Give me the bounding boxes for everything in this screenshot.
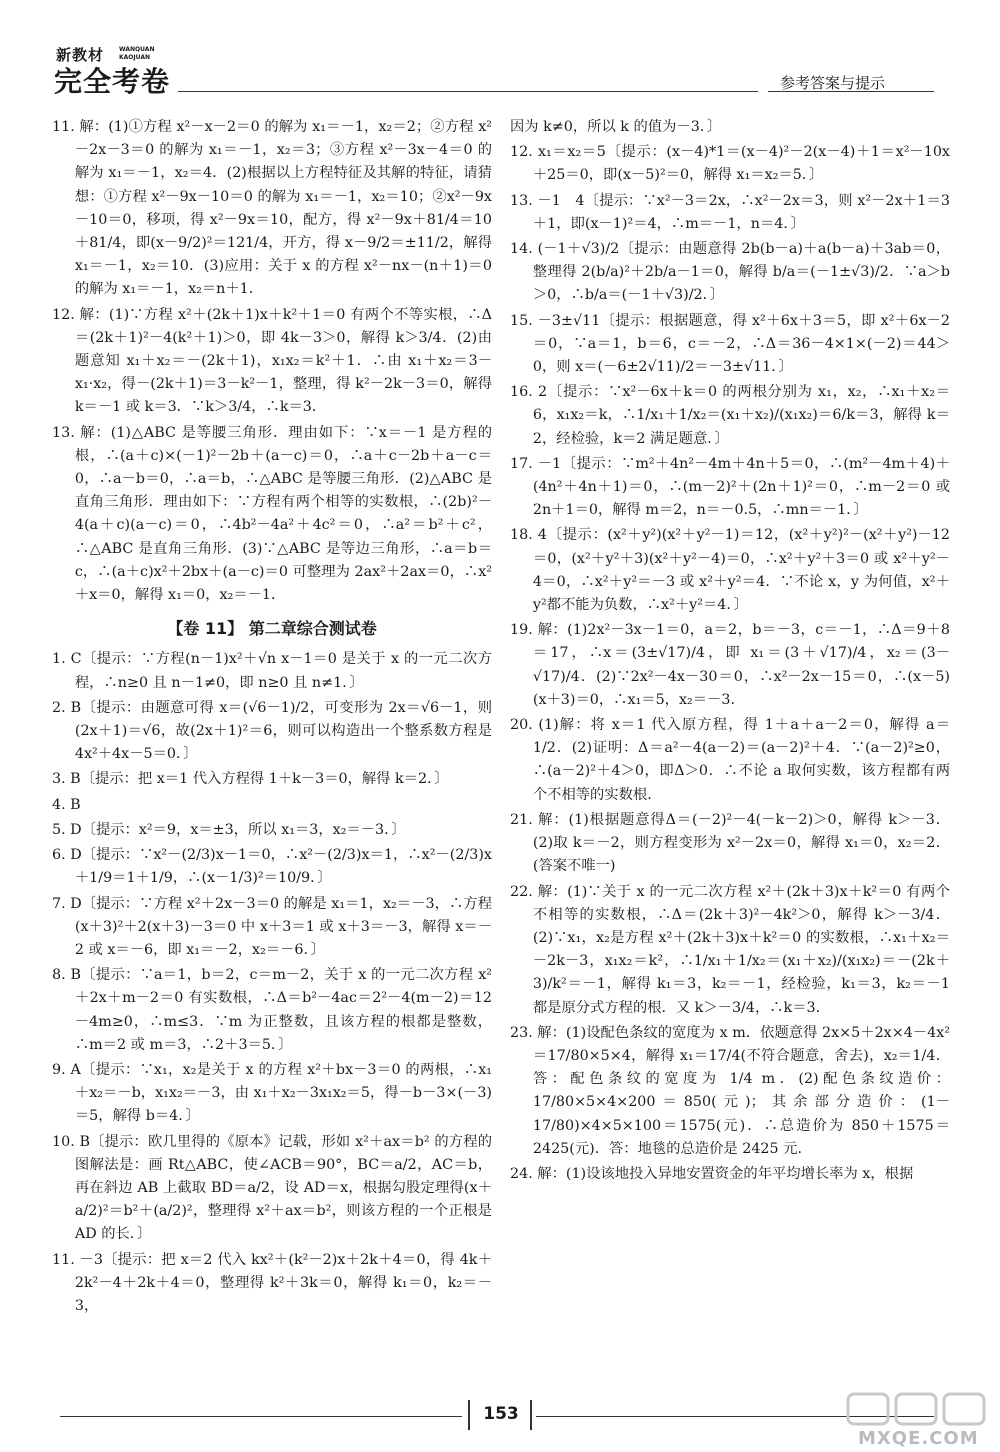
page-header xyxy=(0,0,1000,100)
answer-item: 6. D〔提示：∵x²－(2/3)x－1＝0，∴x²－(2/3)x＝1，∴x²－(2/3)x＋1/9＝1＋1/9，∴(x－1/3)²＝10/9．〕 xyxy=(52,847,492,887)
answer-item: 2. B〔提示：由题意可得 x＝(√6－1)/2，可变形为 2x＝√6－1，则(2x＋1)＝√6，故(2x＋1)²＝6，则可以构造出一个整系数方程是 4x²＋4x－5＝0．〕 xyxy=(52,699,492,763)
footer-bar-left xyxy=(468,1400,470,1430)
brand-pinyin-line-2: KAOJUAN xyxy=(119,54,150,61)
answer-item: 23. 解：(1)设配色条纹的宽度为 x m．依题意得 2x×5＋2x×4－4x²＝17/80×5×4，解得 x₁＝17/4(不符合题意，舍去)，x₂＝1/4．答：配色条纹的宽度为 1/4 m．(2)配色条纹造价：17/80×5×4×200＝850(元)；其余部分造价：(1－17/80)×4×5×100＝1575(元)．∴总造价为 850＋1575＝2425(元)．答：地毯的总造价是 2425 元． xyxy=(510,1024,950,1157)
answer-item: 因为 k≠0，所以 k 的值为－3．〕 xyxy=(510,119,722,135)
answer-item: 5. D〔提示：x²＝9，x＝±3，所以 x₁＝3，x₂＝－3．〕 xyxy=(52,821,406,838)
header-divider-right xyxy=(768,91,934,92)
header-divider xyxy=(178,91,758,92)
left-column xyxy=(52,116,492,1320)
right-column xyxy=(510,116,950,1188)
answer-item: 4. B xyxy=(52,796,81,813)
page-number: 153 xyxy=(483,1404,519,1424)
brand-logo-text: 完全考卷 xyxy=(54,65,171,98)
answer-item: 11. 解：(1)①方程 x²－x－2＝0 的解为 x₁＝－1，x₂＝2；②方程 x²－2x－3＝0 的解为 x₁＝－1，x₂＝3；③方程 x²－3x－4＝0 的解为 x₁＝－1，x₂＝4．(2)根据以上方程特征及其解的特征，请猜想：①方程 x²－9x－10＝0 的解为 x₁＝－1，x₂＝10；②x²－9x－10＝0，移项，得 x²－9x＝10，配方，得 x²－9x＋81/4＝10＋81/4，即(x－9/2)²＝121/4，开方，得 x－9/2＝±11/2，解得 x₁＝－1，x₂＝10．(3)应用：关于 x 的方程 x²－nx－(n＋1)＝0 的解为 x₁＝－1，x₂＝n＋1． xyxy=(52,119,492,298)
answer-item: 22. 解：(1)∵关于 x 的一元二次方程 x²＋(2k＋3)x＋k²＝0 有两个不相等的实数根，∴Δ＝(2k＋3)²－4k²＞0，解得 k＞－3/4．(2)∵x₁，x₂是方程 x²＋(2k＋3)x＋k²＝0 的实数根，∴x₁＋x₂＝－2k－3，x₁x₂＝k²，∴1/x₁＋1/x₂＝(x₁＋x₂)/(x₁x₂)＝－(2k＋3)/k²＝－1，解得 k₁＝3，k₂＝－1，经检验，k₁＝3，k₂＝－1 都是原分式方程的根．又 k＞－3/4，∴k＝3． xyxy=(510,883,950,1016)
answer-item: 21. 解：(1)根据题意得Δ＝(－2)²－4(－k－2)＞0，解得 k＞－3．(2)取 k＝－2，则方程变形为 x²－2x＝0，解得 x₁＝0，x₂＝2．(答案不唯一) xyxy=(510,811,950,875)
answer-item: 8. B〔提示：∵a＝1，b＝2，c＝m－2，关于 x 的一元二次方程 x²＋2x＋m－2＝0 有实数根，∴Δ＝b²－4ac＝2²－4(m－2)＝12－4m≥0，∴m≤3．∵m 为正整数，且该方程的根都是整数，∴m＝2 或 m＝3，∴2＋3＝5．〕 xyxy=(52,967,492,1053)
answer-item: 12. 解：(1)∵方程 x²＋(2k＋1)x＋k²＋1＝0 有两个不等实根，∴Δ＝(2k＋1)²－4(k²＋1)＞0，即 4k－3＞0，解得 k＞3/4．(2)由题意知 x₁＋x₂＝－(2k＋1)，x₁x₂＝k²＋1．∴由 x₁＋x₂＝3－x₁·x₂，得－(2k＋1)＝3－k²－1，整理，得 k²－2k－3＝0，解得 k＝－1 或 k＝3．∵k＞3/4，∴k＝3． xyxy=(52,306,492,416)
answer-item: 14. (－1＋√3)/2〔提示：由题意得 2b(b－a)＋a(b－a)＋3ab＝0，整理得 2(b/a)²＋2b/a－1＝0，解得 b/a＝(－1±√3)/2．∵a＞b＞0，∴b/a＝(－1＋√3)/2．〕 xyxy=(510,241,950,304)
answer-item: 19. 解：(1)2x²－3x－1＝0，a＝2，b＝－3，c＝－1，∴Δ＝9＋8＝17，∴x＝(3±√17)/4，即 x₁＝(3＋√17)/4，x₂＝(3－√17)/4．(2)∵2x²－4x－30＝0，∴x²－2x－15＝0，∴(x－5)(x＋3)＝0，∴x₁＝5，x₂＝－3． xyxy=(510,622,950,708)
answer-item: 13. －1 4〔提示：∵x²－3＝2x，∴x²－2x＝3，则 x²－2x＋1＝3＋1，即(x－1)²＝4，∴m＝－1，n＝4．〕 xyxy=(510,192,950,232)
answer-item: 1. C〔提示：∵方程(n－1)x²＋√n x－1＝0 是关于 x 的一元二次方程，∴n≥0 且 n－1≠0，即 n≥0 且 n≠1．〕 xyxy=(52,651,492,691)
brand-series-name: 新教材 xyxy=(56,46,105,64)
answer-item: 10. B〔提示：欧几里得的《原本》记载，形如 x²＋ax＝b² 的方程的图解法是：画 Rt△ABC，使∠ACB＝90°，BC＝a/2，AC＝b，再在斜边 AB 上截取 BD＝a/2，设 AD＝x，根据勾股定理得(x＋a/2)²＝b²＋(a/2)²，整理得 x²＋ax＝b²，则该方程的一个正根是 AD 的长．〕 xyxy=(52,1133,492,1243)
answer-item: 18. 4〔提示：(x²＋y²)(x²＋y²－1)＝12，(x²＋y²)²－(x²＋y²)－12＝0，(x²＋y²＋3)(x²＋y²－4)＝0，∴x²＋y²＋3＝0 或 x²＋y²－4＝0，∴x²＋y²＝－3 或 x²＋y²＝4．∵不论 x，y 为何值，x²＋y²都不能为负数，∴x²＋y²＝4．〕 xyxy=(510,527,950,614)
answer-item: 24. 解：(1)设该地投入异地安置资金的年平均增长率为 x，根据 xyxy=(510,1165,914,1182)
answer-item: 9. A〔提示：∵x₁，x₂是关于 x 的方程 x²＋bx－3＝0 的两根，∴x₁＋x₂＝－b，x₁x₂＝－3，由 x₁＋x₂－3x₁x₂＝5，得－b－3×(－3)＝5，解得 b＝4．〕 xyxy=(52,1061,492,1125)
answer-item: 3. B〔提示：把 x＝1 代入方程得 1＋k－3＝0，解得 k＝2．〕 xyxy=(52,771,449,788)
answer-item: 11. －3〔提示：把 x＝2 代入 kx²＋(k²－2)x＋2k＋4＝0，得 4k＋2k²－4＋2k＋4＝0，整理得 k²＋3k＝0，解得 k₁＝0，k₂＝－3， xyxy=(52,1251,492,1314)
answer-item: 13. 解：(1)△ABC 是等腰三角形．理由如下：∵x＝－1 是方程的根，∴(a＋c)×(－1)²－2b＋(a－c)＝0，∴a＋c－2b＋a－c＝0，∴a－b＝0，∴a＝b，∴△ABC 是等腰三角形．(2)△ABC 是直角三角形．理由如下：∵方程有两个相等的实数根，∴(2b)²－4(a＋c)(a－c)＝0，∴4b²－4a²＋4c²＝0，∴a²＝b²＋c²，∴△ABC 是直角三角形．(3)∵△ABC 是等边三角形，∴a＝b＝c，∴(a＋c)x²＋2bx＋(a－c)＝0 可整理为 2ax²＋2ax＝0，∴x²＋x＝0，解得 x₁＝0，x₂＝－1． xyxy=(52,424,492,604)
answer-item: 15. －3±√11〔提示：根据题意，得 x²＋6x＋3＝5，即 x²＋6x－2＝0，∵a＝1，b＝6，c＝－2，∴Δ＝36－4×1×(－2)＝44＞0，则 x＝(－6±2√11)/2＝－3±√11．〕 xyxy=(510,312,950,376)
answer-item: 16. 2〔提示：∵x²－6x＋k＝0 的两根分别为 x₁，x₂，∴x₁＋x₂＝6，x₁x₂＝k，∴1/x₁＋1/x₂＝(x₁＋x₂)/(x₁x₂)＝6/k＝3，解得 k＝2，经检验，k＝2 满足题意．〕 xyxy=(510,384,950,447)
answer-item: 17. －1〔提示：∵m²＋4n²－4m＋4n＋5＝0，∴(m²－4m＋4)＋(4n²＋4n＋1)＝0，∴(m－2)²＋(2n＋1)²＝0，∴m－2＝0 或 2n＋1＝0，解得 m＝2，n＝－0.5，∴mn＝－1．〕 xyxy=(510,455,950,519)
section-heading: 【卷 11】 第二章综合测试卷 xyxy=(167,619,377,639)
answer-item: 20. (1)解：将 x＝1 代入原方程，得 1＋a＋a－2＝0，解得 a＝1/2．(2)证明：Δ＝a²－4(a－2)＝(a－2)²＋4．∵(a－2)²≥0，∴(a－2)²＋4＞0，即Δ＞0．∴不论 a 取何实数，该方程都有两个不相等的实数根． xyxy=(510,717,950,803)
footer-bar-right xyxy=(530,1400,532,1430)
brand-pinyin-line-1: WANQUAN xyxy=(119,46,155,53)
header-section-title: 参考答案与提示 xyxy=(780,74,886,92)
watermark-text: MXQE.COM xyxy=(858,1428,979,1449)
footer-rule-left xyxy=(60,1416,462,1417)
answer-item: 12. x₁＝x₂＝5〔提示：(x－4)*1＝(x－4)²－2(x－4)＋1＝x²－10x＋25＝0，即(x－5)²＝0，解得 x₁＝x₂＝5．〕 xyxy=(510,144,950,184)
answer-item: 7. D〔提示：∵方程 x²＋2x－3＝0 的解是 x₁＝1，x₂＝－3，∴方程(x＋3)²＋2(x＋3)－3＝0 中 x＋3＝1 或 x＋3＝－3，解得 x＝－2 或 x＝－6，即 x₁＝－2，x₂＝－6．〕 xyxy=(52,895,492,958)
